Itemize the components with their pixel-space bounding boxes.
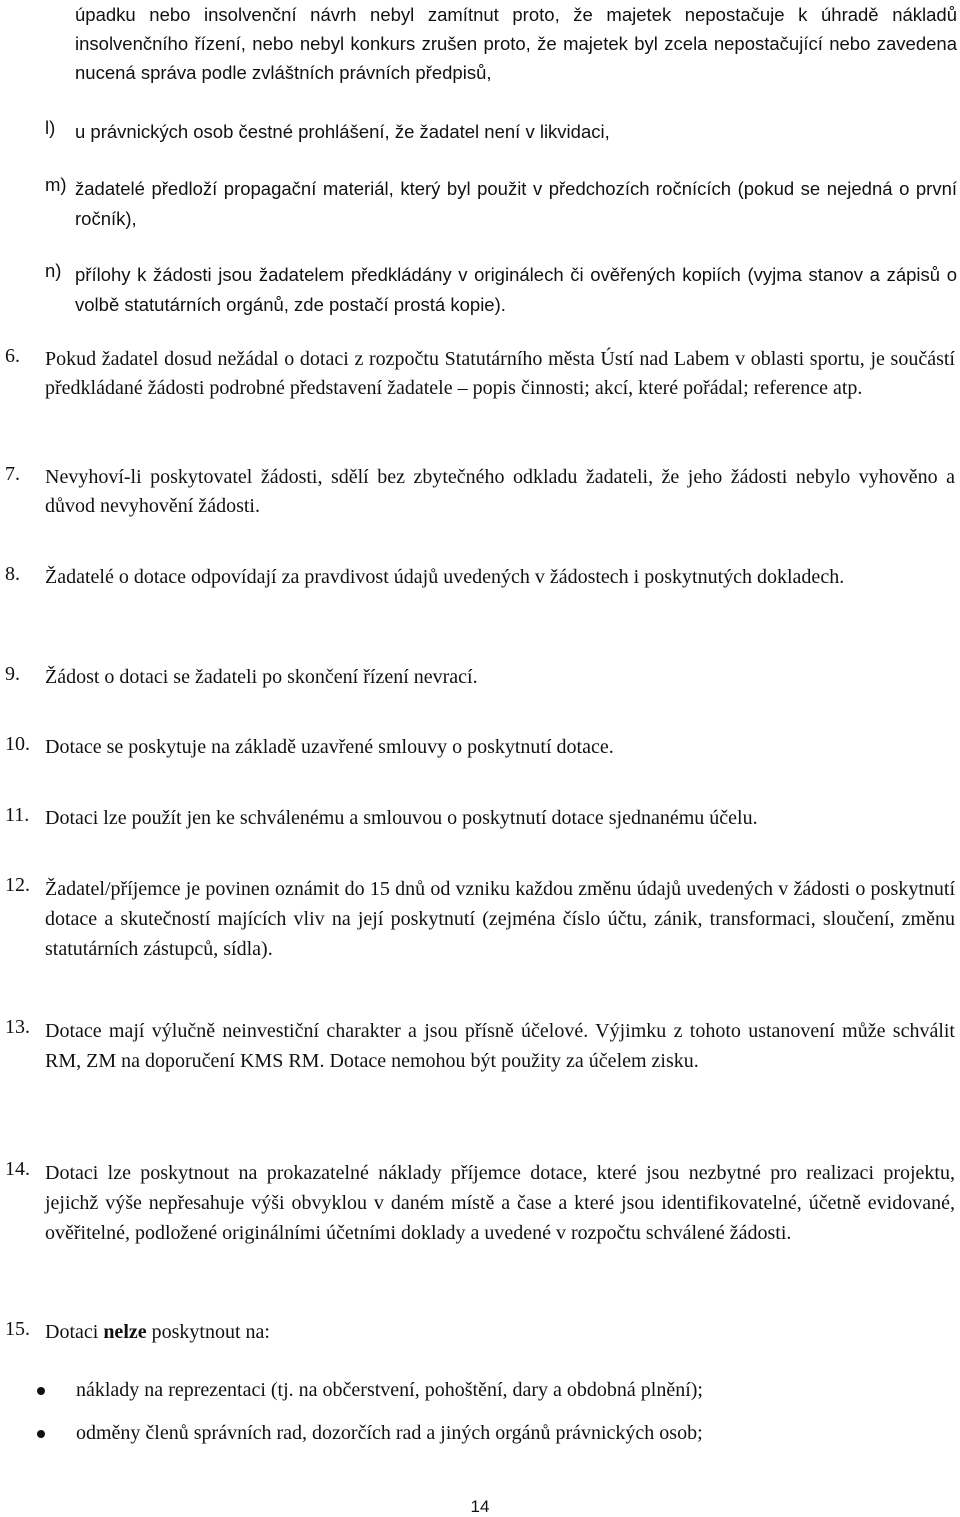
page-number: 14: [470, 1497, 490, 1516]
item-m-text: žadatelé předloží propagační materiál, který byl použit v předchozích ročnících (pokud se nejedná o první ročník),: [75, 178, 957, 229]
para-14-number: 14.: [5, 1158, 30, 1180]
para-6-text: Pokud žadatel dosud nežádal o dotaci z rozpočtu Statutárního města Ústí nad Labem v oblasti sportu, je součástí předkládané žádosti podrobné představení žadatele – popis činnosti; akcí, které pořádal; reference atp.: [45, 348, 955, 399]
para-15-number: 15.: [5, 1318, 30, 1340]
para-9-number: 9.: [5, 663, 20, 685]
para-6-number: 6.: [5, 345, 20, 367]
para-14-text: Dotaci lze poskytnout na prokazatelné náklady příjemce dotace, které jsou nezbytné pro realizaci projektu, jejichž výše nepřesahuje výši obvyklou v daném místě a čase a které jsou identifikovatelné, účetně evidované, ověřitelné, podložené originálními účetními doklady a uvedené v rozpočtu schválené žádosti.: [45, 1162, 955, 1244]
para-11-number: 11.: [5, 804, 30, 826]
para-8-number: 8.: [5, 563, 20, 585]
item-m-label: m): [45, 174, 67, 195]
para-15-text-post: poskytnout na:: [146, 1321, 270, 1343]
para-11-text: Dotaci lze použít jen ke schválenému a smlouvou o poskytnutí dotace sjednanému účelu.: [45, 807, 758, 829]
item-n-label: n): [45, 260, 62, 281]
item-l-text: u právnických osob čestné prohlášení, že žadatel není v likvidaci,: [75, 121, 610, 142]
para-9-text: Žádost o dotaci se žadateli po skončení řízení nevrací.: [45, 666, 478, 688]
para-12-number: 12.: [5, 874, 30, 896]
para-8-text: Žadatelé o dotace odpovídají za pravdivost údajů uvedených v žádostech i poskytnutých dokladech.: [45, 566, 845, 588]
bullet-dot-icon: [37, 1430, 45, 1438]
para-7-text: Nevyhoví-li poskytovatel žádosti, sdělí bez zbytečného odkladu žadateli, že jeho žádosti nebylo vyhověno a důvod nevyhovění žádosti.: [45, 466, 955, 517]
para-10-number: 10.: [5, 733, 30, 755]
item-n-text: přílohy k žádosti jsou žadatelem předkládány v originálech či ověřených kopiích (vyjma stanov a zápisů o volbě statutárních orgánů, zde postačí prostá kopie).: [75, 264, 957, 315]
para-10-text: Dotace se poskytuje na základě uzavřené smlouvy o poskytnutí dotace.: [45, 736, 614, 758]
para-13-number: 13.: [5, 1016, 30, 1038]
para-7-number: 7.: [5, 463, 20, 485]
para-13-text: Dotace mají výlučně neinvestiční charakter a jsou přísně účelové. Výjimku z tohoto ustanovení může schválit RM, ZM na doporučení KMS RM. Dotace nemohou být použity za účelem zisku.: [45, 1020, 955, 1072]
para-12-text: Žadatel/příjemce je povinen oznámit do 15 dnů od vzniku každou změnu údajů uvedených v žádosti o poskytnutí dotace a skutečností majících vliv na její poskytnutí (zejména číslo účtu, zánik, transformaci, sloučení, změnu statutárních zástupců, sídla).: [45, 878, 955, 960]
para-15-text-pre: Dotaci: [45, 1321, 104, 1343]
bullet-dot-icon: [37, 1387, 45, 1395]
bullet-item-1: náklady na reprezentaci (tj. na občerstvení, pohoštění, dary a obdobná plnění);: [76, 1379, 703, 1401]
para-15-text: [45, 1318, 955, 1347]
para-15-text-bold: nelze: [103, 1321, 147, 1343]
item-k-continuation: úpadku nebo insolvenční návrh nebyl zamítnut proto, že majetek nepostačuje k úhradě nákladů insolvenčního řízení, nebo nebyl konkurs zrušen proto, že majetek byl zcela nepostačující nebo zavedena nucená správa podle zvláštních právních předpisů,: [75, 4, 957, 83]
bullet-item-2: odměny členů správních rad, dozorčích rad a jiných orgánů právnických osob;: [76, 1422, 703, 1444]
item-l-label: l): [45, 117, 56, 138]
